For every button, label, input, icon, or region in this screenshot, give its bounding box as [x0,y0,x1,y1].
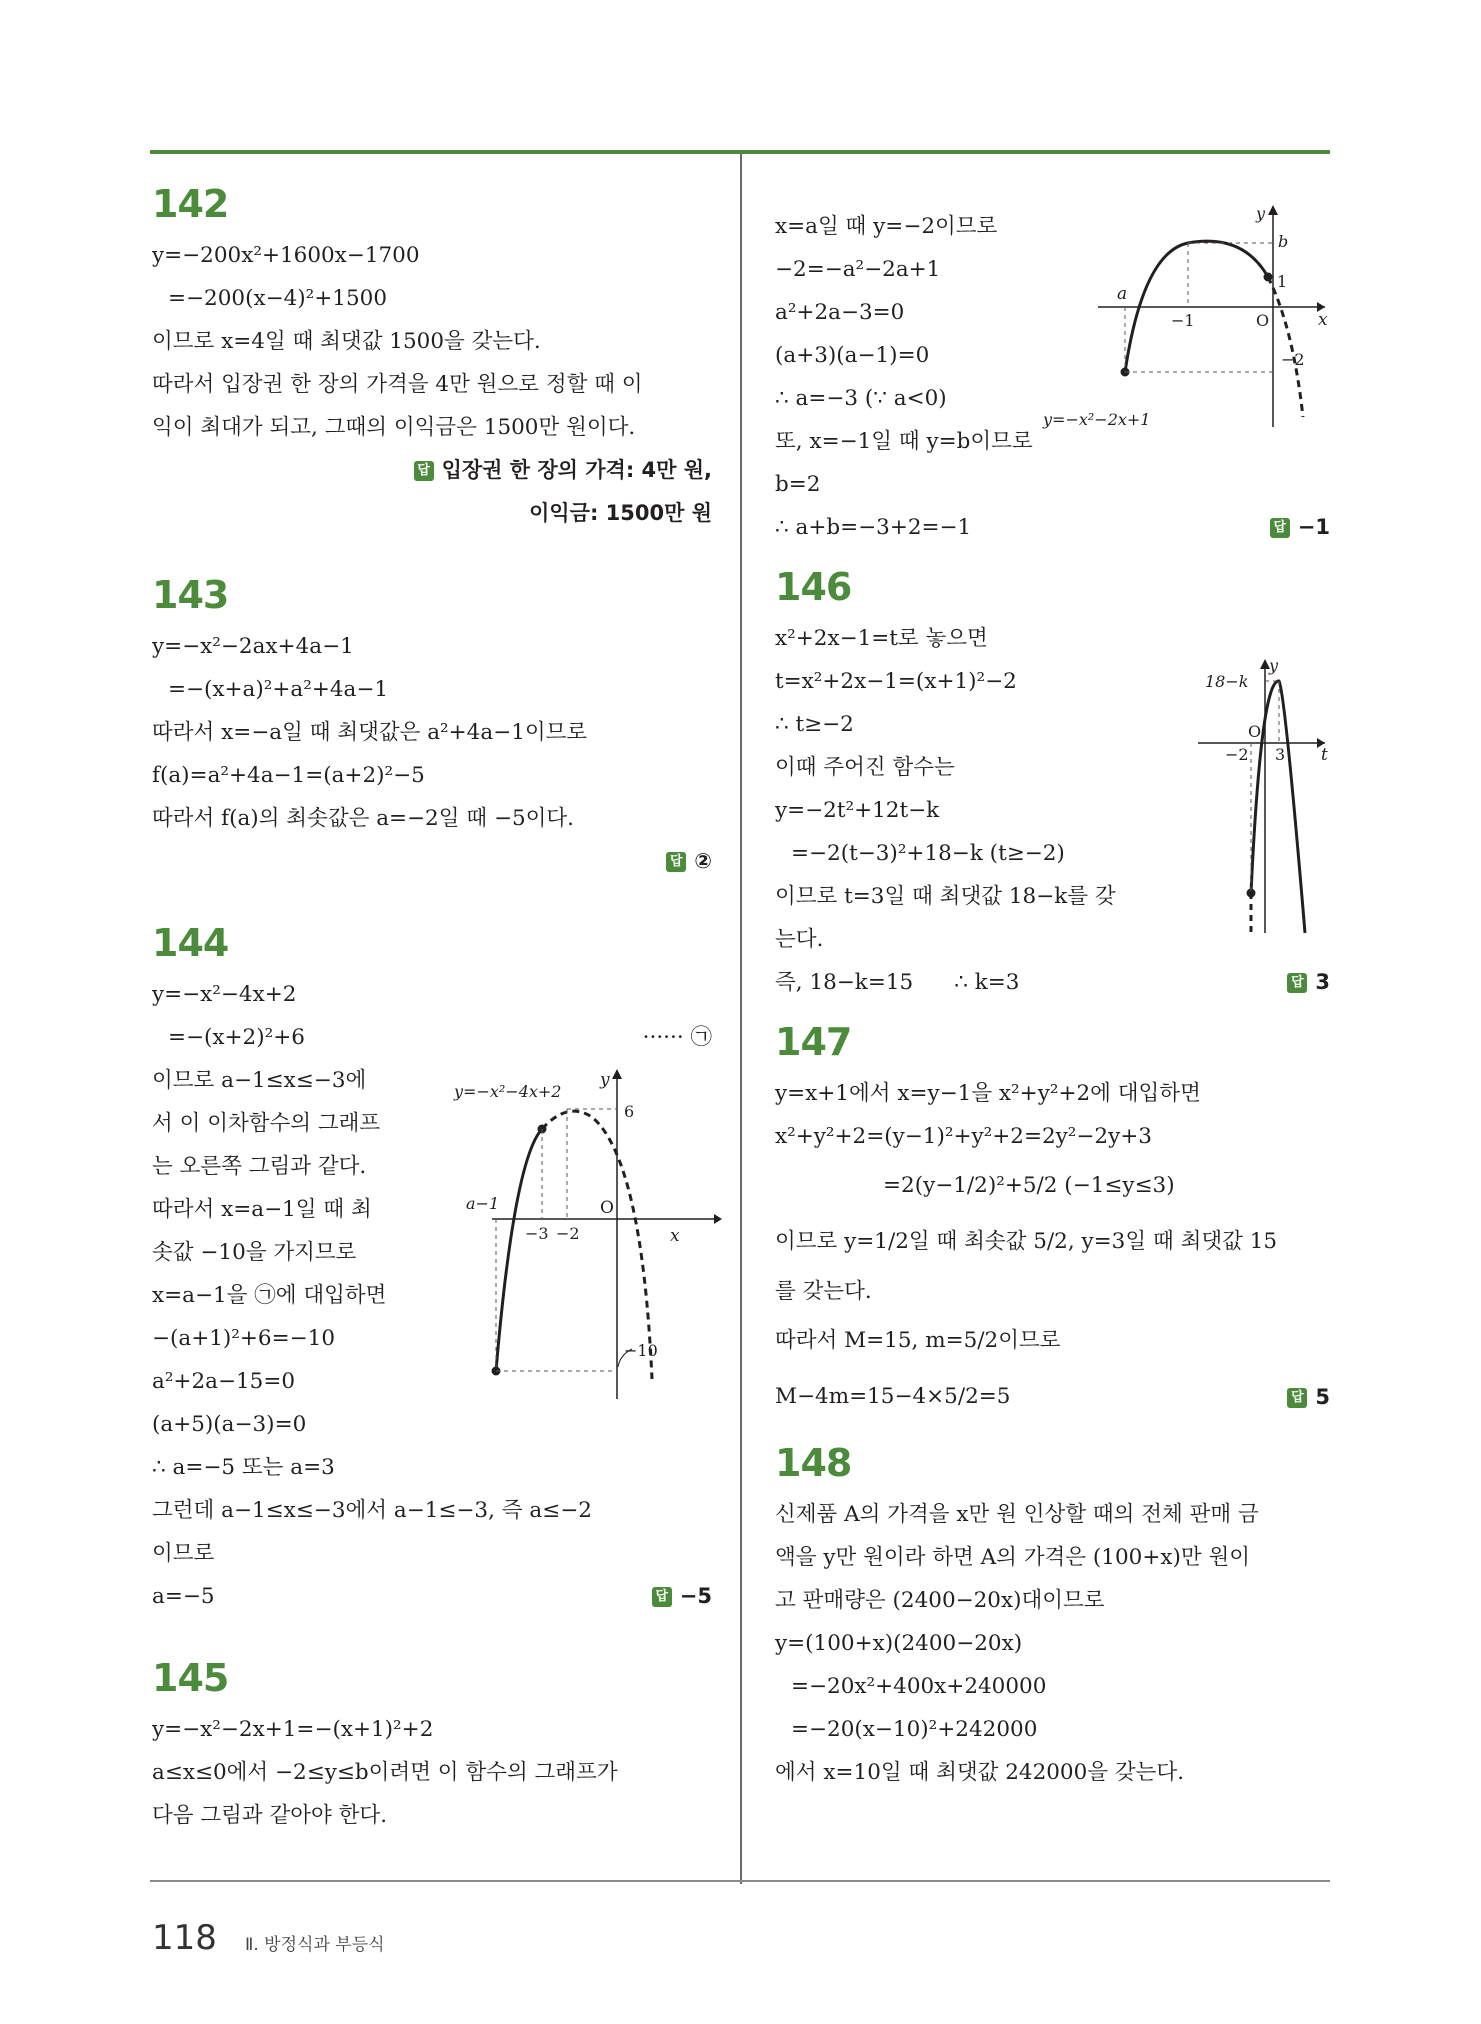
t-axis-label: t [1321,745,1328,765]
solution-line: 서 이 이차함수의 그래프 [152,1111,381,1136]
chapter-title: Ⅱ. 방정식과 부등식 [245,1935,385,1955]
solution-line: a≤x≤0에서 −2≤y≤b이려면 이 함수의 그래프가 [152,1760,618,1785]
solution-line: 그런데 a−1≤x≤−3에서 a−1≤−3, 즉 a≤−2 [152,1498,592,1523]
answer [1287,1369,1330,1425]
problem-number: 147 [775,1020,852,1064]
solution-line: ∴ t≥−2 [775,712,854,737]
solution-line: y=−x²−2ax+4a−1 [152,634,354,659]
solution-line: ∴ a=−5 또는 a=3 [152,1455,335,1480]
solution-line: −(a+1)²+6=−10 [152,1326,336,1351]
solution-line: 액을 y만 원이라 하면 A의 가격은 (100+x)만 원이 [775,1545,1251,1570]
solution-line: (a+3)(a−1)=0 [775,343,930,368]
one-label: 1 [1277,272,1288,291]
solution-line: 신제품 A의 가격을 x만 원 인상할 때의 전체 판매 금 [775,1502,1259,1527]
solution-line: −2=−a²−2a+1 [775,257,941,282]
problem-146 [775,563,1330,1004]
solution-line: ∴ a=−3 (∵ a<0) [775,386,947,411]
answer-text: 이익금: 1500만 원 [529,501,712,525]
equation-tag: ······ ㉠ [642,1025,712,1050]
origin-label: O [1248,722,1262,741]
answer [152,840,712,883]
solution-line: 따라서 M=15, m=5/2이므로 [775,1328,1061,1353]
answer-marker: 답 [1287,1388,1307,1408]
answer-text: 3 [1315,970,1330,994]
y-axis-arrow [1268,205,1278,215]
problem-145-cont [775,205,1330,549]
answer-text: 5 [1315,1385,1330,1409]
solution-line: 에서 x=10일 때 최댓값 242000을 갖는다. [775,1760,1185,1785]
answer-text: −1 [1297,515,1330,539]
answer [1270,506,1330,549]
answer-text: 입장권 한 장의 가격: 4만 원, [441,458,712,482]
solution-line: 또, x=−1일 때 y=b이므로 [775,429,1033,454]
solution-line [775,961,1330,1004]
problem-142 [152,180,712,535]
solution-line [775,1369,1330,1425]
graph-146 [1193,653,1333,943]
problem-number: 148 [775,1441,852,1485]
top-label: 18−k [1205,672,1249,691]
solution-line: 는다. [775,927,824,952]
right-point [1264,273,1273,282]
y-axis-label: y [600,1070,610,1090]
x-axis-label: x [1318,310,1328,330]
curve-label: y=−x²−2x+1 [1043,410,1151,429]
solution-line: f(a)=a²+4a−1=(a+2)²−5 [152,763,425,788]
solution-line: a²+2a−3=0 [775,300,905,325]
solution-line: y=x+1에서 x=y−1을 x²+y²+2에 대입하면 [775,1081,1201,1106]
problem-number: 142 [152,182,229,226]
solution-line: =2(y−1/2)²+5/2 (−1≤y≤3) [883,1173,1175,1198]
problem-145 [152,1654,712,1837]
solution-line: 이므로 t=3일 때 최댓값 18−k를 갖 [775,884,1116,909]
answer-cont [152,492,712,535]
curve-label: y=−x²−4x+2 [454,1082,562,1101]
solution-line: =−20(x−10)²+242000 [791,1717,1038,1742]
solution-line: =−200(x−4)²+1500 [168,286,388,311]
solution-line: y=−x²−2x+1=−(x+1)²+2 [152,1717,434,1742]
solution-text: =−(x+2)²+6 [168,1025,305,1050]
solution-line [775,506,1330,549]
solution-line: =−20x²+400x+240000 [791,1674,1047,1699]
answer-marker: 답 [414,461,434,481]
m2-label: −2 [1225,745,1249,764]
curve-solid [496,1129,542,1371]
solution-line: x=a−1을 ㉠에 대입하면 [152,1283,387,1308]
tick-label: a−1 [466,1194,500,1213]
answer [652,1575,712,1618]
x-axis-label: x [670,1226,680,1246]
solution-line: y=(100+x)(2400−20x) [775,1631,1023,1656]
y-axis-arrow [612,1069,622,1079]
curve-dashed [542,1111,652,1379]
problem-143 [152,571,712,883]
solution-line: 솟값 −10을 가지므로 [152,1240,357,1265]
bottom-rule [150,1880,1330,1882]
origin-label: O [1256,311,1270,330]
ymin-label: −10 [624,1341,658,1360]
solution-line: =−2(t−3)²+18−k (t≥−2) [791,841,1065,866]
solution-line: a²+2a−15=0 [152,1369,296,1394]
solution-line: 다음 그림과 같아야 한다. [152,1803,388,1828]
problem-number: 146 [775,565,852,609]
solution-text: ∴ a+b=−3+2=−1 [775,515,972,540]
tick-label: −1 [1171,311,1195,330]
graph-145 [1043,197,1333,437]
solution-line: 따라서 x=a−1일 때 최 [152,1197,372,1222]
problem-144 [152,919,712,1618]
solution-line: =−(x+a)²+a²+4a−1 [168,677,389,702]
solution-text: 즉, 18−k=15 ∴ k=3 [775,970,1020,995]
three-label: 3 [1275,745,1286,764]
solution-line: 따라서 입장권 한 장의 가격을 4만 원으로 정할 때 이 [152,372,643,397]
graph-144 [452,1049,722,1409]
solution-line: 고 판매량은 (2400−20x)대이므로 [775,1588,1105,1613]
solution-line: 이므로 y=1/2일 때 최솟값 5/2, y=3일 때 최댓값 15 [775,1229,1278,1254]
solution-line: 익이 최대가 되고, 그때의 이익금은 1500만 원이다. [152,415,636,440]
tick-label: −2 [556,1224,580,1243]
ymax-label: 6 [624,1102,635,1121]
solution-line: y=−x²−4x+2 [152,982,297,1007]
answer-marker: 답 [1270,518,1290,538]
solution-line: 따라서 x=−a일 때 최댓값은 a²+4a−1이므로 [152,720,588,745]
x-axis-arrow [714,1214,722,1224]
answer-marker: 답 [652,1587,672,1607]
page-number: 118 [152,1918,217,1958]
solution-line: 이때 주어진 함수는 [775,755,955,780]
solution-line: (a+5)(a−3)=0 [152,1412,307,1437]
solution-line: 이므로 x=4일 때 최댓값 1500을 갖는다. [152,329,541,354]
problem-number: 145 [152,1656,229,1700]
y-axis-label: y [1256,204,1266,223]
problem-148 [775,1439,1330,1794]
left-column [152,180,712,1837]
answer-text: ② [694,849,712,873]
solution-line: x=a일 때 y=−2이므로 [775,214,998,239]
column-divider [740,154,742,1884]
m2-label: −2 [1281,350,1305,369]
b-label: b [1278,232,1289,251]
solution-line: 이므로 [152,1541,215,1566]
a-label: a [1117,284,1128,304]
answer [1287,961,1330,1004]
problem-number: 143 [152,573,229,617]
solution-text: a=−5 [152,1584,215,1609]
right-column [775,205,1330,1794]
origin-label: O [600,1198,614,1218]
solution-line: 따라서 f(a)의 최솟값은 a=−2일 때 −5이다. [152,806,575,831]
solution-line: 이므로 a−1≤x≤−3에 [152,1068,367,1093]
problem-147 [775,1018,1330,1425]
solution-line: 를 갖는다. [775,1279,872,1304]
solution-text: M−4m=15−4×5/2=5 [775,1384,1011,1409]
answer [152,449,712,492]
solution-line: x²+y²+2=(y−1)²+y²+2=2y²−2y+3 [775,1124,1152,1149]
solution-line: y=−200x²+1600x−1700 [152,243,420,268]
y-axis-label: y [1269,656,1279,675]
curve-solid [1251,681,1305,933]
answer-marker: 답 [666,852,686,872]
tick-label: −3 [525,1224,549,1243]
solution-line: t=x²+2x−1=(x+1)²−2 [775,669,1017,694]
answer-text: −5 [679,1584,712,1608]
answer-marker: 답 [1287,973,1307,993]
solution-line: 는 오른쪽 그림과 같다. [152,1154,367,1179]
solution-line [152,1575,712,1618]
solution-line: y=−2t²+12t−k [775,798,940,823]
solution-line: b=2 [775,472,821,497]
solution-line: x²+2x−1=t로 놓으면 [775,626,988,651]
problem-number: 144 [152,921,229,965]
